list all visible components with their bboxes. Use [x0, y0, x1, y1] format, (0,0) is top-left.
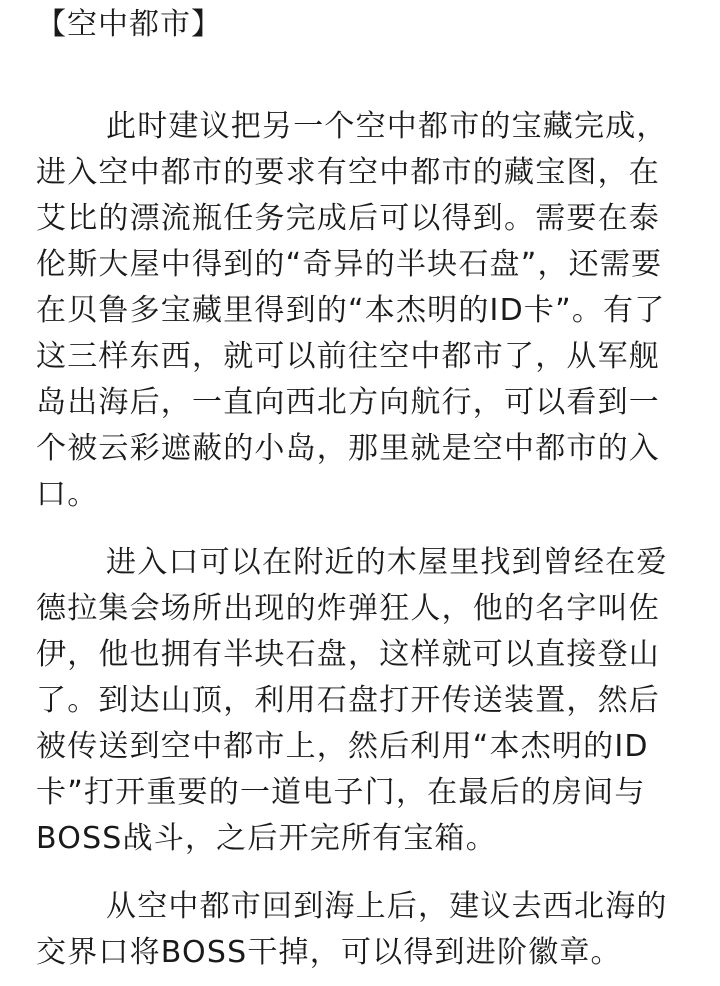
- paragraph-3-line-1: 从空中都市回到海上后，建议去西北海的: [106, 889, 668, 924]
- paragraph-2-line-2: 德拉集会场所出现的炸弹狂人，他的名字叫佐: [36, 591, 660, 626]
- paragraph-2-line-4: 了。到达山顶，利用石盘打开传送装置，然后: [36, 683, 660, 718]
- paragraph-2-line-3: 伊，他也拥有半块石盘，这样就可以直接登山: [36, 637, 660, 672]
- paragraph-1-line-9: 口。: [36, 477, 99, 512]
- paragraph-1-line-3: 艾比的漂流瓶任务完成后可以得到。需要在泰: [36, 201, 660, 236]
- paragraph-2-line-6: 卡”打开重要的一道电子门，在最后的房间与: [36, 775, 646, 810]
- paragraph-2-line-7: BOSS战斗，之后开完所有宝箱。: [36, 821, 497, 856]
- paragraph-1-line-7: 岛出海后，一直向西北方向航行，可以看到一: [36, 385, 660, 420]
- paragraph-1-line-4: 伦斯大屋中得到的“奇异的半块石盘”，还需要: [36, 247, 663, 282]
- paragraph-2-line-1: 进入口可以在附近的木屋里找到曾经在爱: [106, 545, 668, 580]
- paragraph-1-line-2: 进入空中都市的要求有空中都市的藏宝图，在: [36, 155, 660, 190]
- paragraph-1-line-5: 在贝鲁多宝藏里得到的“本杰明的ID卡”。有了: [36, 293, 666, 328]
- paragraph-3-line-2: 交界口将BOSS干掉，可以得到进阶徽章。: [36, 935, 622, 970]
- paragraph-1-line-1: 此时建议把另一个空中都市的宝藏完成，: [106, 109, 668, 144]
- section-title: 【空中都市】: [36, 7, 222, 42]
- paragraph-1-line-8: 个被云彩遮蔽的小岛，那里就是空中都市的入: [36, 431, 660, 466]
- paragraph-2-line-5: 被传送到空中都市上，然后利用“本杰明的ID: [36, 729, 649, 764]
- paragraph-1-line-6: 这三样东西，就可以前往空中都市了，从军舰: [36, 339, 660, 374]
